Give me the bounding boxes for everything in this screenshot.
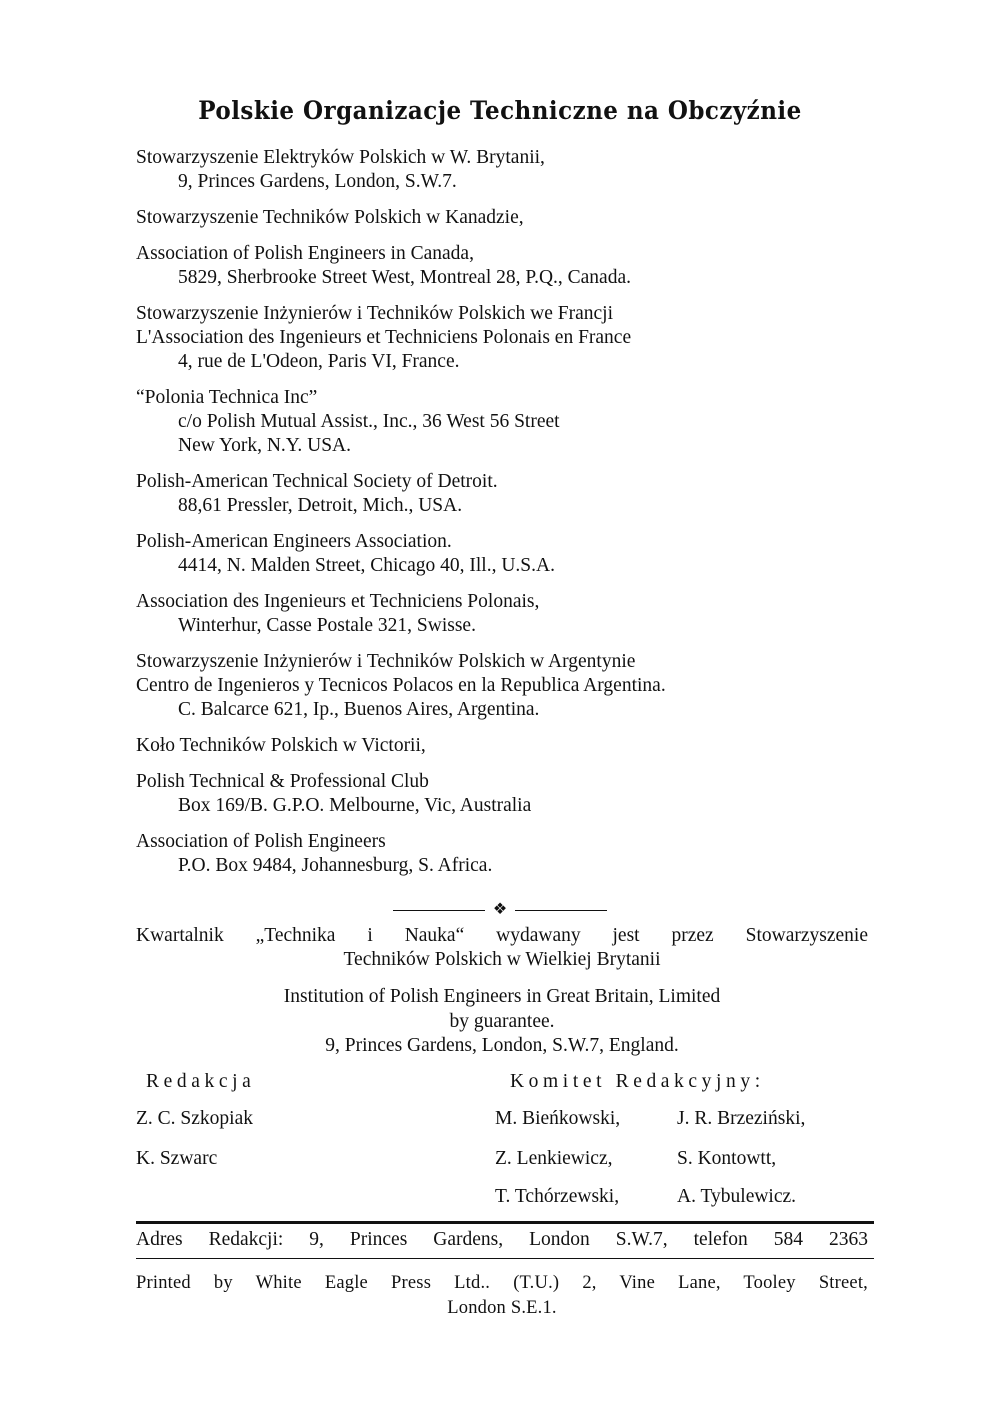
organization-name: Polish-American Technical Society of Detroit. <box>136 471 498 492</box>
organization-name: Association des Ingenieurs et Techniciens Polonais, <box>136 591 540 612</box>
organization-name: Stowarzyszenie Inżynierów i Techników Polskich w Argentynie <box>136 651 636 672</box>
organization-entry <box>136 770 896 818</box>
organization-name: Stowarzyszenie Inżynierów i Techników Polskich we Francji <box>136 303 613 324</box>
committee-member: J. R. Brzeziński, <box>677 1108 806 1129</box>
organization-address: 5829, Sherbrooke Street West, Montreal 28, P.Q., Canada. <box>178 267 631 288</box>
organization-entry <box>136 650 896 722</box>
organization-entry <box>136 530 896 578</box>
page-title: Polskie Organizacje Techniczne na Obczyźnie <box>198 96 802 125</box>
organization-name: Koło Techników Polskich w Victorii, <box>136 735 426 756</box>
organization-name: Polish-American Engineers Association. <box>136 531 452 552</box>
organization-entry <box>136 206 896 230</box>
organization-entry <box>136 302 896 374</box>
organization-entry <box>136 146 896 194</box>
organization-address: 4414, N. Malden Street, Chicago 40, Ill., U.S.A. <box>178 555 555 576</box>
footer-rule-thin <box>136 1258 874 1259</box>
footer-rule-thick <box>136 1221 874 1224</box>
committee-member: S. Kontowtt, <box>677 1148 777 1169</box>
organization-name: “Polonia Technica Inc” <box>136 387 318 408</box>
organization-entry <box>136 734 896 758</box>
organization-name: L'Association des Ingenieurs et Techniciens Polonais en France <box>136 327 632 348</box>
institution-block <box>136 985 868 1059</box>
committee-member: T. Tchórzewski, <box>495 1186 620 1207</box>
organization-name: Centro de Ingenieros y Tecnicos Polacos en la Republica Argentina. <box>136 675 666 696</box>
imprint-line: London S.E.1. <box>447 1298 557 1318</box>
kwartalnik-notice <box>136 924 868 972</box>
divider-rule-left <box>393 910 485 911</box>
committee-member: A. Tybulewicz. <box>677 1186 797 1207</box>
imprint-line: Printed by White Eagle Press Ltd.. (T.U.) 2, Vine Lane, Tooley Street, <box>136 1273 868 1293</box>
organization-address: Box 169/B. G.P.O. Melbourne, Vic, Australia <box>178 795 532 816</box>
kwartalnik-line: Techników Polskich w Wielkiej Brytanii <box>343 949 661 970</box>
institution-name: Institution of Polish Engineers in Great Britain, Limited <box>283 986 721 1007</box>
editor-name: Z. C. Szkopiak <box>136 1108 253 1129</box>
organization-address: P.O. Box 9484, Johannesburg, S. Africa. <box>178 855 493 876</box>
ornament-icon: ❖ <box>492 901 508 918</box>
organization-address: 4, rue de L'Odeon, Paris VI, France. <box>178 351 460 372</box>
organization-name: Stowarzyszenie Elektryków Polskich w W. Brytanii, <box>136 147 545 168</box>
organization-name: Association of Polish Engineers <box>136 831 386 852</box>
organization-address: 9, Princes Gardens, London, S.W.7. <box>178 171 457 192</box>
editorial-address: Adres Redakcji: 9, Princes Gardens, London S.W.7, telefon 584 2363 <box>136 1229 868 1250</box>
organization-address: New York, N.Y. USA. <box>178 435 352 456</box>
organization-entry <box>136 830 896 878</box>
organization-name: Polish Technical & Professional Club <box>136 771 429 792</box>
institution-guarantee: by guarantee. <box>449 1010 555 1032</box>
editor-name: K. Szwarc <box>136 1148 218 1169</box>
organization-entry <box>136 590 896 638</box>
organization-name: Association of Polish Engineers in Canada, <box>136 243 474 264</box>
organizations-list <box>136 146 896 890</box>
organization-entry <box>136 386 896 458</box>
organization-address: Winterhur, Casse Postale 321, Swisse. <box>178 615 476 636</box>
committee-heading: Komitet Redakcyjny: <box>510 1071 765 1092</box>
committee-member: Z. Lenkiewicz, <box>495 1148 613 1169</box>
organization-address: 88,61 Pressler, Detroit, Mich., USA. <box>178 495 463 516</box>
divider-rule-right <box>515 910 607 911</box>
section-divider <box>380 898 620 922</box>
organization-entry <box>136 470 896 518</box>
kwartalnik-line: Kwartalnik „Technika i Nauka“ wydawany jest przez Stowarzyszenie <box>136 925 868 946</box>
organization-address: C. Balcarce 621, Ip., Buenos Aires, Argentina. <box>178 699 540 720</box>
organization-name: Stowarzyszenie Techników Polskich w Kanadzie, <box>136 207 524 228</box>
committee-member: M. Bieńkowski, <box>495 1108 621 1129</box>
institution-address: 9, Princes Gardens, London, S.W.7, England. <box>325 1035 679 1056</box>
organization-address: c/o Polish Mutual Assist., Inc., 36 West 56 Street <box>178 411 560 432</box>
redakcja-heading: Redakcja <box>146 1071 256 1092</box>
organization-entry <box>136 242 896 290</box>
printer-imprint <box>136 1271 868 1321</box>
